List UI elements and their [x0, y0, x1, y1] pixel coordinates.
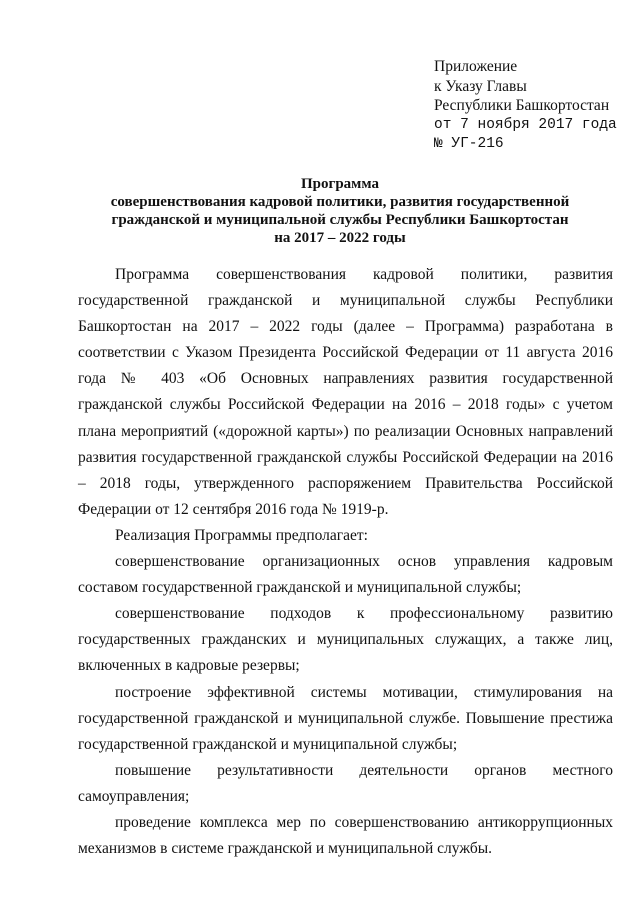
paragraph-item-1: совершенствование организационных основ управления кадровым составом государственной гражданской и муниципальной службы;: [78, 553, 613, 597]
appendix-number: № УГ-216: [434, 136, 504, 152]
document-body: [78, 262, 613, 862]
paragraph-item-2: совершенствование подходов к профессиональному развитию государственных гражданских и муниципальных служащих, а также лиц, включенных в кадровые резервы;: [78, 605, 613, 675]
paragraph-item-4: повышение результативности деятельности органов местного самоуправления;: [78, 761, 613, 805]
appendix-block: [434, 57, 617, 155]
paragraph-item-5: проведение комплекса мер по совершенствованию антикоррупционных механизмов в системе гражданской и муниципальной службы.: [78, 813, 613, 858]
appendix-date: от 7 ноября 2017 года: [434, 116, 617, 133]
paragraph-intro: Программа совершенствования кадровой политики, развития государственной гражданской и муниципальной службы Республики Башкортостан на 2017 – 2022 годы (далее – Программа) разработана в соответствии с Указом Президента Российской Федерации от 11 августа 2016 года № 403 «Об Основных направлениях развития государственной гражданской службы Российской Федерации на 2016 – 2018 годы» с учетом плана мероприятий («дорожной карты») по реализации Основных направлений развития государственной гражданской службы Российской Федерации на 2016 – 2018 годы, утвержденного распоряжением Правительства Российской Федерации от 12 сентября 2016 года № 1919-р.: [78, 266, 613, 518]
document-title: [60, 175, 620, 247]
title-line-4: на 2017 – 2022 годы: [274, 230, 406, 246]
title-line-1: Программа: [301, 176, 379, 192]
title-line-2: совершенствования кадровой политики, развития государственной: [110, 194, 570, 210]
title-line-3: гражданской и муниципальной службы Республики Башкортостан: [111, 212, 569, 228]
paragraph-item-3: построение эффективной системы мотивации, стимулирования на государственной гражданской и муниципальной службе. Повышение престижа государственной гражданской и муниципальной службы;: [78, 683, 613, 753]
appendix-decree-ref: к Указу Главы: [434, 77, 527, 95]
appendix-republic: Республики Башкортостан: [434, 97, 610, 114]
appendix-label: Приложение: [434, 58, 518, 75]
paragraph-implementation: Реализация Программы предполагает:: [115, 526, 368, 544]
